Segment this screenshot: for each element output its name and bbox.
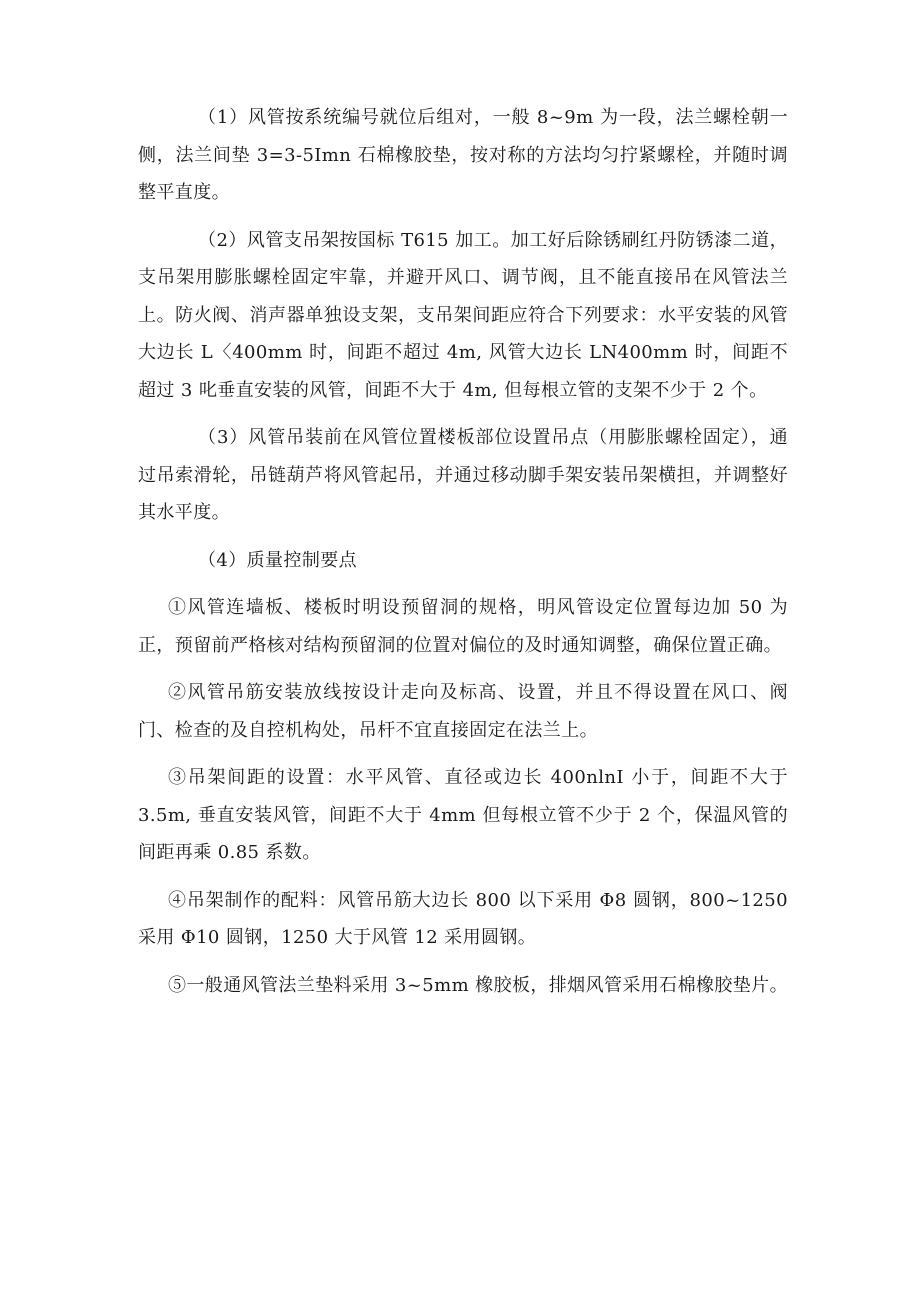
list-item-hanger-materials: ④吊架制作的配料：风管吊筋大边长 800 以下采用 Φ8 圆钢，800~1250 采用 Φ10 圆钢，1250 大于风管 12 采用圆钢。 — [138, 889, 795, 948]
document-body — [138, 99, 795, 1014]
paragraph-duct-hoisting: （3）风管吊装前在风管位置楼板部位设置吊点（用膨胀螺栓固定），通过吊索滑轮，吊链葫芦将风管起吊，并通过移动脚手架安装吊架横担，并调整好其水平度。 — [138, 427, 788, 523]
list-item-reserved-openings: ①风管连墙板、楼板时明设预留洞的规格，明风管设定位置每边加 50 为正，预留前严格核对结构预留洞的位置对偏位的及时通知调整，确保位置正确。 — [138, 597, 788, 656]
paragraph-duct-assembly: （1）风管按系统编号就位后组对，一般 8~9m 为一段，法兰螺栓朝一侧，法兰间垫 3=3-5Imn 石棉橡胶垫，按对称的方法均匀拧紧螺栓，并随时调整平直度。 — [138, 107, 788, 203]
list-item-hanger-rod-layout: ②风管吊筋安装放线按设计走向及标高、设置，并且不得设置在风口、阀门、检查的及自控机构处，吊杆不宜直接固定在法兰上。 — [138, 682, 788, 741]
list-item-hanger-spacing: ③吊架间距的设置：水平风管、直径或边长 400nlnI 小于，间距不大于 3.5m, 垂直安装风管，间距不大于 4mm 但每根立管不少于 2 个，保温风管的间距再乘 0.85 系数。 — [138, 767, 795, 863]
list-item-flange-gasket: ⑤一般通风管法兰垫料采用 3~5mm 橡胶板，排烟风管采用石棉橡胶垫片。 — [168, 974, 788, 996]
paragraph-duct-supports: （2）风管支吊架按国标 T615 加工。加工好后除锈刷红丹防锈漆二道，支吊架用膨胀螺栓固定牢靠，并避开风口、调节阀，且不能直接吊在风管法兰上。防火阀、消声器单独设支架，支吊架间距应符合下列要求：水平安装的风管大边长 L〈400mm 时，间距不超过 4m, 风管大边长 LN400mm 时，间距不超过 3 叱垂直安装的风管，间距不大于 4m, 但每根立管的支架不少于 2 个。 — [138, 229, 788, 401]
heading-quality-control: （4）质量控制要点 — [198, 549, 358, 571]
